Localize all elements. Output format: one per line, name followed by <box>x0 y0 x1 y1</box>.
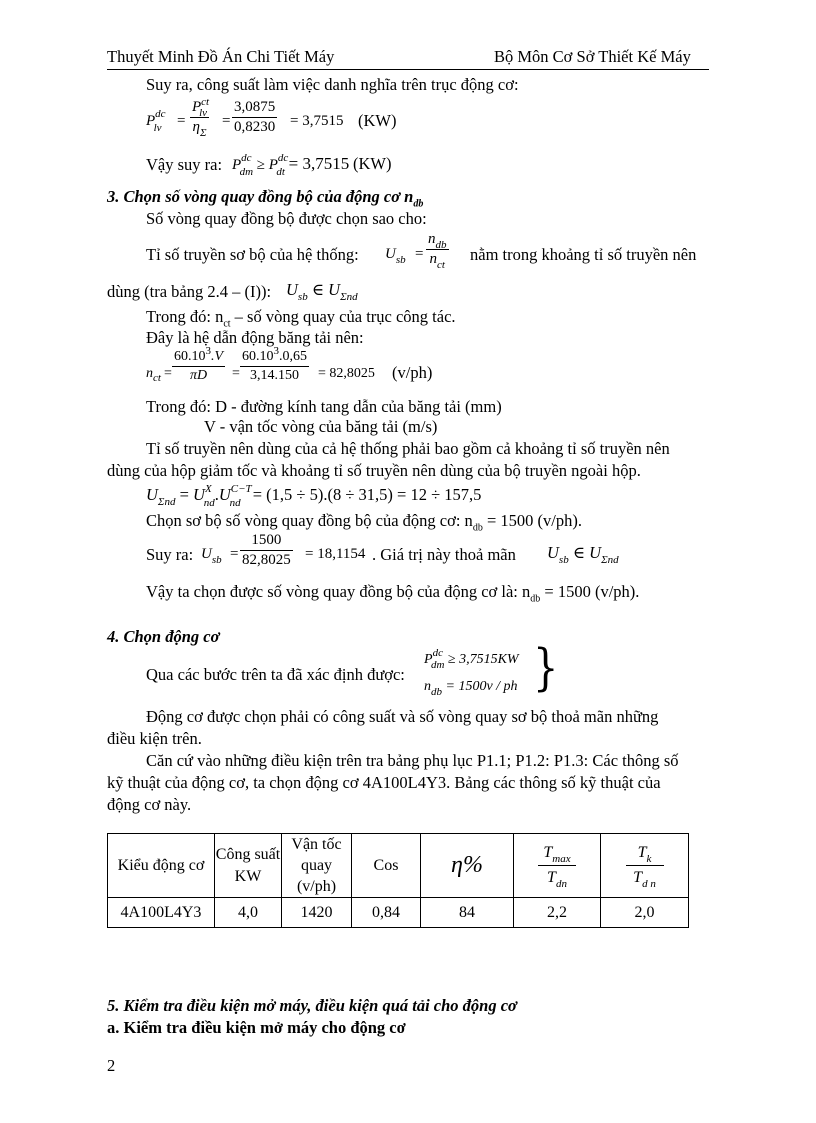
text-D: Trong đó: D - đường kính tang dẫn của băng tải (mm) <box>146 397 502 416</box>
text-chon-so-bo: Chọn sơ bộ số vòng quay đồng bộ của động cơ: $n_{db} = 1500$ (v/ph). <box>146 511 582 534</box>
eq-nct-frac1: 60.10$^3$.V πD <box>174 345 224 383</box>
eq1-lhs: $P^{dc}_{lv}$ <box>146 108 166 134</box>
para-dong-co-1: Động cơ được chọn phải có công suất và số vòng quay sơ bộ thoả mãn những <box>146 707 659 726</box>
table-row <box>108 898 689 928</box>
td-tk: 2,0 <box>601 898 689 928</box>
text-vay-ta: Vậy ta chọn được số vòng quay đồng bộ của động cơ là: $n_{db} = 1500$ (v/ph). <box>146 582 640 605</box>
text-so-vong: Số vòng quay đồng bộ được chọn sao cho: <box>146 209 427 228</box>
heading-5a: a. Kiểm tra điều kiện mở máy cho động cơ <box>107 1018 406 1037</box>
text-day-la: Đây là hệ dẫn động băng tải nên: <box>146 328 364 347</box>
eq2: $P^{dc}_{dm} \ge P^{dc}_{dt} = 3,7515$ (KW) <box>232 152 392 178</box>
motor-spec-table <box>107 833 689 928</box>
heading-4: 4. Chọn động cơ <box>107 627 220 646</box>
sys-line-2: $n_{db} = 1500v$ / ph <box>424 679 518 698</box>
sys-line-1: $P^{dc}_{dm} \ge 3,7515KW$ <box>424 647 519 671</box>
text-ti-so-b: nằm trong khoảng tỉ số truyền nên <box>470 245 697 264</box>
eq-usb-lhs: $U_{sb}$ <box>385 246 406 266</box>
para-can-cu-3: động cơ này. <box>107 795 192 814</box>
eq-und: $U_{\Sigma nd} = U^X_{nd}.U^{C-T}_{nd} = (1,5 \div 5).(8 \div 31,5) = 12 \div 157,5$ <box>146 483 482 509</box>
th-power: Công suất KW <box>215 834 282 898</box>
eq-in: $U_{sb}$ ∈ $U_{\Sigma nd}$ <box>286 280 358 303</box>
eq1-eq: = <box>177 113 186 129</box>
eq1-result: = 3,7515 <box>290 113 344 129</box>
header-rule <box>107 69 709 70</box>
page-number: 2 <box>107 1056 116 1075</box>
eq-nct-result: = 82,8025 <box>318 366 375 381</box>
para-can-cu-2: kỹ thuật của động cơ, ta chọn động cơ 4A100L4Y3. Bảng các thông số kỹ thuật của <box>107 773 661 792</box>
para-can-cu-1: Căn cứ vào những điều kiện trên tra bảng phụ lục P1.1; P1.2: P1.3: Các thông số <box>146 751 679 770</box>
eq-nct-frac2: 60.10$^3$.0,65 3,14.150 <box>242 345 307 383</box>
td-power: 4,0 <box>215 898 282 928</box>
table-header-row <box>108 834 689 898</box>
eq-nct-eq2: = <box>232 366 240 381</box>
eq-usb2-lhs: $U_{sb}$ <box>201 546 222 566</box>
eq-nct-unit: (v/ph) <box>392 363 433 382</box>
eq-usb2-frac: 1500 82,8025 <box>242 532 291 568</box>
text-qua-cac: Qua các bước trên ta đã xác định được: <box>146 665 405 684</box>
eq-usb2-eq: = <box>230 546 239 562</box>
td-eta: 84 <box>421 898 514 928</box>
header-left: Thuyết Minh Đồ Án Chi Tiết Máy <box>107 47 335 66</box>
eq-nct-eq: = <box>164 366 172 381</box>
eq1-frac-numeric: 3,0875 0,8230 <box>234 99 276 135</box>
text-dung-tra: dùng (tra bảng 2.4 – (I)): <box>107 282 272 301</box>
para-ti-so-1: Tỉ số truyền nên dùng của cả hệ thống phải bao gồm cả khoảng tỉ số truyền nên <box>146 439 670 458</box>
th-tk: $\frac{T_k}{T_{d n}}$ <box>601 834 689 898</box>
para-dong-co-2: điều kiện trên. <box>107 729 202 748</box>
th-speed: Vận tốc quay (v/ph) <box>282 834 352 898</box>
header-right: Bộ Môn Cơ Sở Thiết Kế Máy <box>494 47 691 66</box>
eq-usb2-in: $U_{sb}$ ∈ $U_{\Sigma nd}$ <box>547 543 619 566</box>
text-trong-do-nct: Trong đó: $n_{ct}$ – số vòng quay của trục công tác. <box>146 307 456 330</box>
th-eta: η% <box>421 834 514 898</box>
text-V: V - vận tốc vòng của băng tải (m/s) <box>204 417 438 436</box>
eq1-eq2: = <box>222 113 231 129</box>
right-brace: } <box>533 639 559 697</box>
text-ti-so-a: Tỉ số truyền sơ bộ của hệ thống: <box>146 245 359 264</box>
td-type: 4A100L4Y3 <box>108 898 215 928</box>
eq-usb-frac: $n_{db}$ $n_{ct}$ <box>428 231 447 271</box>
td-cos: 0,84 <box>352 898 421 928</box>
eq-usb2-tail: . Giá trị này thoả mãn <box>372 545 516 564</box>
eq1-frac-symbolic: $P^{ct}_{lv}$ $\eta_\Sigma$ <box>192 96 210 139</box>
eq-usb2-result: = 18,1154 <box>305 546 366 562</box>
heading-5: 5. Kiểm tra điều kiện mở máy, điều kiện quá tải cho động cơ <box>107 996 517 1015</box>
eq-usb-eq: = <box>415 246 424 262</box>
eq1-unit: (KW) <box>358 111 397 130</box>
text-suy-ra-2: Suy ra: <box>146 545 194 564</box>
text-vay-suy-ra: Vậy suy ra: <box>146 155 223 174</box>
text-suy-ra: Suy ra, công suất làm việc danh nghĩa trên trục động cơ: <box>146 75 519 94</box>
para-ti-so-2: dùng của hộp giảm tốc và khoảng tỉ số truyền nên dùng của bộ truyền ngoài hộp. <box>107 461 641 480</box>
th-tmax: $T_{max}$ $T_{dn}$ <box>514 834 601 898</box>
heading-3: 3. Chọn số vòng quay đồng bộ của động cơ $n_{db}$ <box>107 187 424 210</box>
th-type: Kiểu động cơ <box>108 834 215 898</box>
th-cos: Cos <box>352 834 421 898</box>
td-speed: 1420 <box>282 898 352 928</box>
td-tmax: 2,2 <box>514 898 601 928</box>
eq-nct-lhs: $n_{ct}$ <box>146 366 161 384</box>
